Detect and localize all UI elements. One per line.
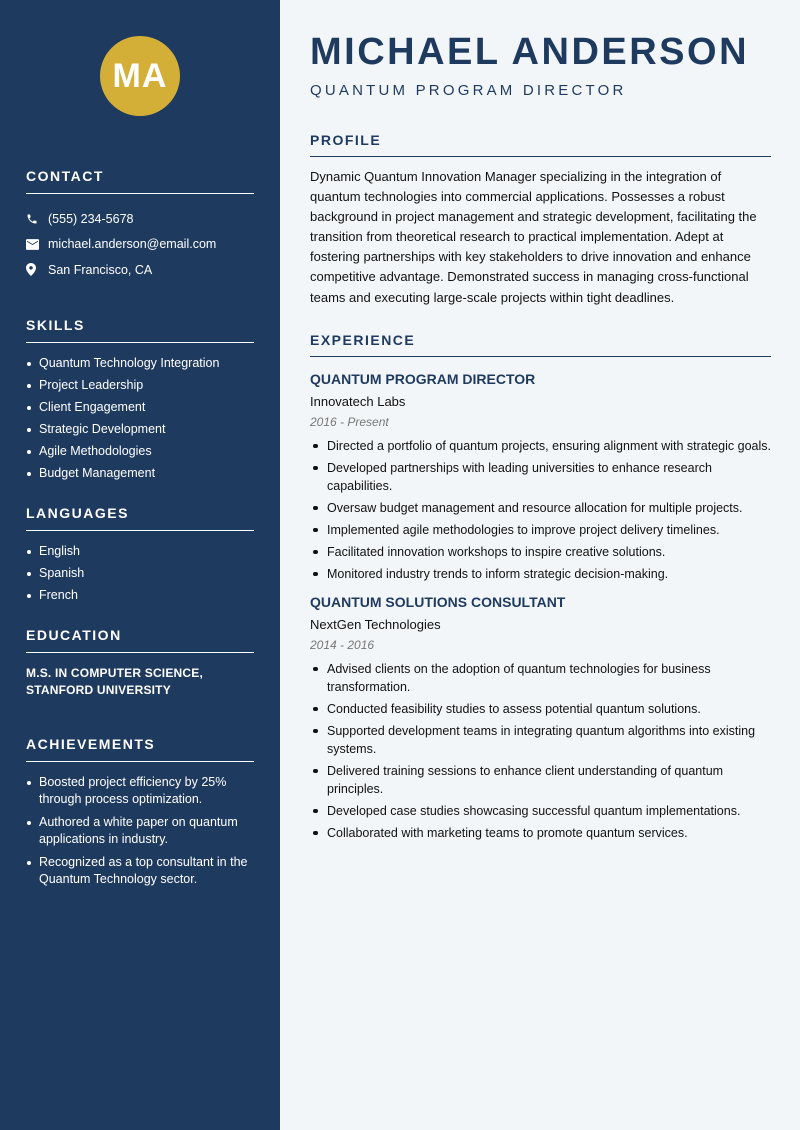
- contact-phone: [26, 206, 254, 232]
- list-item: Implemented agile methodologies to improve project delivery timelines.: [310, 521, 771, 539]
- list-item: Client Engagement: [26, 399, 254, 416]
- job-role: QUANTUM PROGRAM DIRECTOR: [310, 370, 536, 387]
- contact-section: [26, 168, 254, 283]
- avatar: MA: [100, 36, 180, 116]
- contact-location: [26, 257, 254, 283]
- list-item: Boosted project efficiency by 25% through process optimization.: [26, 774, 254, 809]
- profile-text: Dynamic Quantum Innovation Manager specializing in the integration of quantum technologies into commercial applications. Possesses a robust background in project management and strategic development, facilitating the transition from theoretical research to practical implementation. Adept at fostering partnerships with key stakeholders to drive innovation and enhance competitive advantage. Demonstrated success in managing cross-functional teams and executing large-scale projects within tight deadlines.: [310, 169, 757, 305]
- job-role: QUANTUM SOLUTIONS CONSULTANT: [310, 593, 566, 610]
- list-item: English: [26, 543, 254, 560]
- list-item: Authored a white paper on quantum applications in industry.: [26, 814, 254, 849]
- achievements-heading: ACHIEVEMENTS: [26, 736, 254, 762]
- job-bullets: [310, 660, 771, 842]
- phone-icon: [26, 213, 48, 225]
- education-section: [26, 627, 254, 700]
- job-company: Innovatech Labs: [310, 393, 406, 409]
- list-item: Collaborated with marketing teams to promote quantum services.: [310, 824, 771, 842]
- list-item: Supported development teams in integrating quantum algorithms into existing systems.: [310, 722, 771, 758]
- list-item: French: [26, 587, 254, 604]
- profile-section: [310, 132, 771, 308]
- profile-heading: PROFILE: [310, 132, 771, 157]
- list-item: Recognized as a top consultant in the Quantum Technology sector.: [26, 854, 254, 889]
- list-item: Monitored industry trends to inform strategic decision-making.: [310, 565, 771, 583]
- candidate-title: QUANTUM PROGRAM DIRECTOR: [310, 82, 627, 99]
- job-company: NextGen Technologies: [310, 616, 441, 632]
- list-item: Strategic Development: [26, 421, 254, 438]
- location-text: San Francisco, CA: [48, 262, 153, 277]
- list-item: Directed a portfolio of quantum projects, ensuring alignment with strategic goals.: [310, 437, 771, 455]
- job-bullets: [310, 437, 771, 583]
- contact-email: [26, 232, 254, 258]
- list-item: Agile Methodologies: [26, 443, 254, 460]
- list-item: Spanish: [26, 565, 254, 582]
- experience-section: [310, 332, 771, 842]
- job-entry: [310, 593, 771, 842]
- email-text: michael.anderson@email.com: [48, 237, 217, 252]
- languages-heading: LANGUAGES: [26, 505, 254, 531]
- skills-list: [26, 355, 254, 482]
- education-heading: EDUCATION: [26, 627, 254, 653]
- list-item: Quantum Technology Integration: [26, 355, 254, 372]
- skills-section: [26, 317, 254, 482]
- location-pin-icon: [26, 263, 48, 276]
- job-dates: 2014 - 2016: [310, 637, 375, 652]
- experience-heading: EXPERIENCE: [310, 332, 771, 357]
- contact-heading: CONTACT: [26, 168, 254, 194]
- main-content: [310, 30, 771, 846]
- achievements-section: [26, 736, 254, 889]
- list-item: Facilitated innovation workshops to inspire creative solutions.: [310, 543, 771, 561]
- list-item: Project Leadership: [26, 377, 254, 394]
- job-entry: [310, 370, 771, 583]
- education-degree: M.S. IN COMPUTER SCIENCE, STANFORD UNIVERSITY: [26, 665, 204, 697]
- list-item: Advised clients on the adoption of quantum technologies for business transformation.: [310, 660, 771, 696]
- list-item: Conducted feasibility studies to assess potential quantum solutions.: [310, 700, 771, 718]
- languages-list: [26, 543, 254, 604]
- job-dates: 2016 - Present: [310, 414, 389, 429]
- sidebar: [0, 0, 280, 1130]
- list-item: Budget Management: [26, 465, 254, 482]
- list-item: Developed case studies showcasing successful quantum implementations.: [310, 802, 771, 820]
- email-icon: [26, 239, 48, 250]
- languages-section: [26, 505, 254, 604]
- phone-text: (555) 234-5678: [48, 211, 134, 226]
- skills-heading: SKILLS: [26, 317, 254, 343]
- candidate-name: MICHAEL ANDERSON: [310, 31, 750, 73]
- list-item: Oversaw budget management and resource allocation for multiple projects.: [310, 499, 771, 517]
- achievements-list: [26, 774, 254, 889]
- list-item: Delivered training sessions to enhance client understanding of quantum principles.: [310, 762, 771, 798]
- list-item: Developed partnerships with leading universities to enhance research capabilities.: [310, 459, 771, 495]
